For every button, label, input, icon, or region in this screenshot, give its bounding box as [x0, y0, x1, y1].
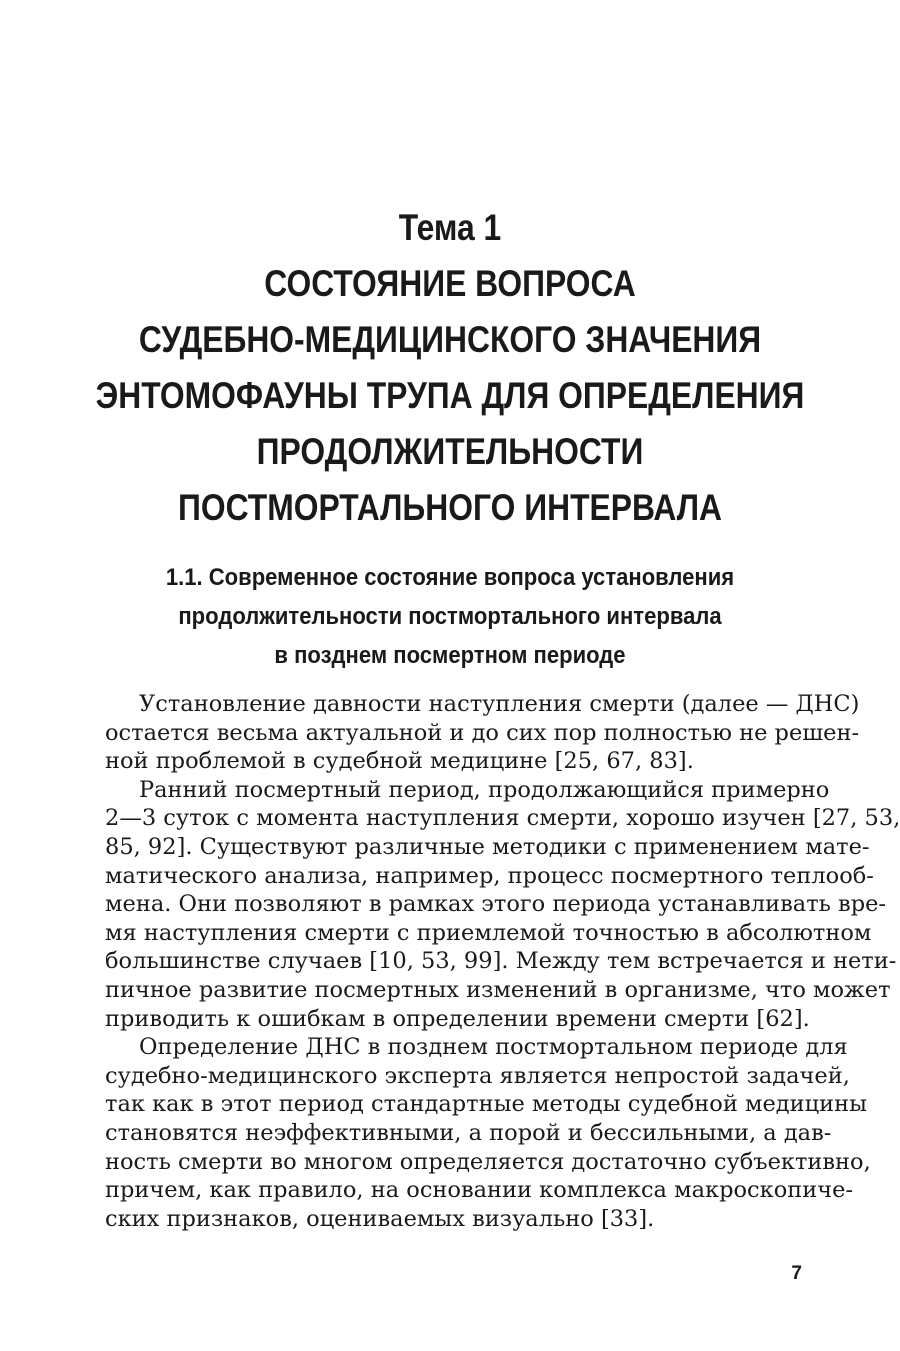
- text-line: большинстве случаев [10, 53, 99]. Между тем встречается и нети-: [105, 948, 897, 975]
- text-line: остается весьма актуальной и до сих пор полностью не решен-: [105, 719, 860, 746]
- text-line: ной проблемой в судебной медицине [25, 67, 83].: [105, 748, 694, 775]
- topic-number: Тема 1: [398, 207, 502, 248]
- section-title-line: 1.1. Современное состояние вопроса установления: [165, 564, 735, 591]
- text-line: 85, 92]. Существуют различные методики с применением мате-: [105, 833, 870, 860]
- text-line: так как в этот период стандартные методы судебной медицины: [105, 1091, 868, 1118]
- topic-title-line: ПРОДОЛЖИТЕЛЬНОСТИ: [256, 431, 644, 472]
- text-line: судебно-медицинского эксперта является непростой задачей,: [105, 1062, 850, 1089]
- topic-title-line: ПОСТМОРТАЛЬНОГО ИНТЕРВАЛА: [177, 487, 723, 528]
- topic-title: [63, 200, 837, 536]
- text-line: причем, как правило, на основании комплекса макроскопиче-: [105, 1177, 854, 1204]
- text-line: Установление давности наступления смерти (далее — ДНС): [139, 691, 860, 717]
- body-text: [105, 690, 900, 1233]
- paragraph: [105, 1033, 871, 1233]
- topic-title-line: СУДЕБНО-МЕДИЦИНСКОГО ЗНАЧЕНИЯ: [138, 319, 762, 360]
- text-line: матического анализа, например, процесс посмертного теплооб-: [105, 862, 874, 889]
- topic-title-line: ЭНТОМОФАУНЫ ТРУПА ДЛЯ ОПРЕДЕЛЕНИЯ: [95, 375, 805, 416]
- text-line: ских признаков, оцениваемых визуально [33].: [105, 1205, 655, 1232]
- text-line: становятся неэффективными, а порой и бессильными, а дав-: [105, 1119, 832, 1146]
- section-title: [45, 558, 855, 675]
- text-line: мена. Они позволяют в рамках этого периода устанавливать вре-: [105, 891, 887, 918]
- text-line: приводить к ошибкам в определении времени смерти [62].: [105, 1005, 810, 1032]
- text-line: Определение ДНС в позднем постмортальном периоде для: [139, 1034, 848, 1061]
- section-title-line: продолжительности постмортального интервала: [178, 603, 722, 630]
- paragraph: [105, 690, 860, 776]
- topic-title-line: СОСТОЯНИЕ ВОПРОСА: [264, 263, 636, 304]
- page-number: 7: [791, 1263, 802, 1284]
- text-line: мя наступления смерти с приемлемой точностью в абсолютном: [105, 919, 872, 946]
- text-line: Ранний посмертный период, продолжающийся примерно: [139, 776, 830, 803]
- text-line: ность смерти во многом определяется достаточно субъективно,: [105, 1148, 871, 1175]
- text-line: 2—3 суток с момента наступления смерти, хорошо изучен [27, 53,: [105, 805, 900, 832]
- section-title-line: в позднем посмертном периоде: [274, 642, 626, 669]
- text-line: пичное развитие посмертных изменений в организме, что может: [105, 976, 891, 1003]
- paragraph: [105, 776, 900, 1033]
